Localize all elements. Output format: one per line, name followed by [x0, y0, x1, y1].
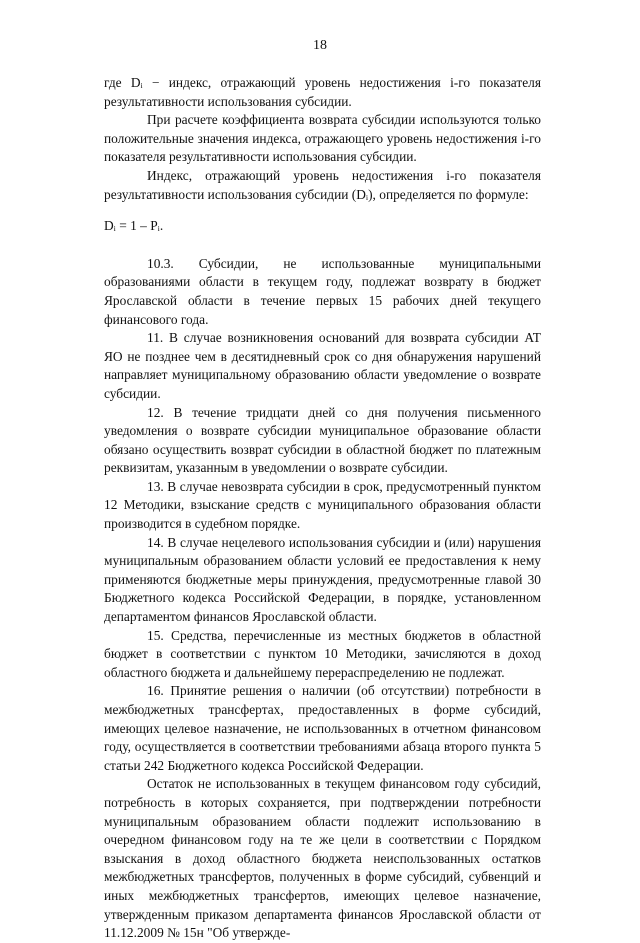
paragraph-index-formula-intro: Индекс, отражающий уровень недостижения i-го показателя результативности использования субсидии (Dᵢ), определяется по формуле: [104, 167, 541, 202]
paragraph-11: 11. В случае возникновения оснований для возврата субсидии АТ ЯО не позднее чем в десятидневный срок со дня обнаружения нарушений направляет муниципальному образованию области уведомление о возврате субсидии. [104, 330, 541, 401]
paragraph-remainder: Остаток не использованных в текущем финансовом году субсидий, потребность в которых сохраняется, при подтверждении потребности муниципальным образованием области подлежит использованию в очередном финансовом году на те же цели в соответствии с Порядком взыскания в доход областного бюджета неиспользованных остатков межбюджетных трансфертов, полученных в форме субсидий, субвенций и иных межбюджетных трансфертов, имеющих целевое назначение, утвержденным приказом департамента финансов Ярославской области от 11.12.2009 № 15н "Об утвержде- [104, 776, 541, 941]
paragraph-10-3: 10.3. Субсидии, не использованные муниципальными образованиями области в текущем году, подлежат возврату в бюджет Ярославской области в течение первых 15 рабочих дней текущего финансового года. [104, 255, 541, 327]
body-text [104, 74, 541, 943]
formula: Dᵢ = 1 – Pᵢ. [104, 218, 164, 234]
paragraph-16: 16. Принятие решения о наличии (об отсутствии) потребности в межбюджетных трансфертах, предоставленных в форме субсидий, имеющих целевое назначение, не использованных в отчетном финансовом году, осуществляется в соответствии требованиями абзаца второго пункта 5 статьи 242 Бюджетного кодекса Российской Федерации. [104, 683, 541, 773]
paragraph-index-definition: где Dᵢ − индекс, отражающий уровень недостижения i-го показателя результативности использования субсидии. [104, 75, 541, 109]
paragraph-positive-values: При расчете коэффициента возврата субсидии используются только положительные значения индекса, отражающего уровень недостижения i-го показателя результативности использования субсидии. [104, 112, 541, 165]
paragraph-15: 15. Средства, перечисленные из местных бюджетов в областной бюджет в соответствии с пунктом 10 Методики, зачисляются в доход областного бюджета и дальнейшему перераспределению не подлежат. [104, 627, 541, 680]
page-number: 18 [313, 38, 327, 53]
paragraph-12: 12. В течение тридцати дней со дня получения письменного уведомления о возврате субсидии муниципальное образование области обязано осуществить возврат субсидии в областной бюджет по платежным реквизитам, указанным в уведомлении о возврате субсидии. [104, 404, 541, 476]
paragraph-14: 14. В случае нецелевого использования субсидии и (или) нарушения муниципальным образованием области условий ее предоставления к нему применяются бюджетные меры принуждения, предусмотренные главой 30 Бюджетного кодекса Российской Федерации, в порядке, установленном департаментом финансов Ярославской области. [104, 534, 541, 625]
paragraph-13: 13. В случае невозврата субсидии в срок, предусмотренный пунктом 12 Методики, взыскание средств с муниципального образования области производится в судебном порядке. [104, 478, 541, 532]
